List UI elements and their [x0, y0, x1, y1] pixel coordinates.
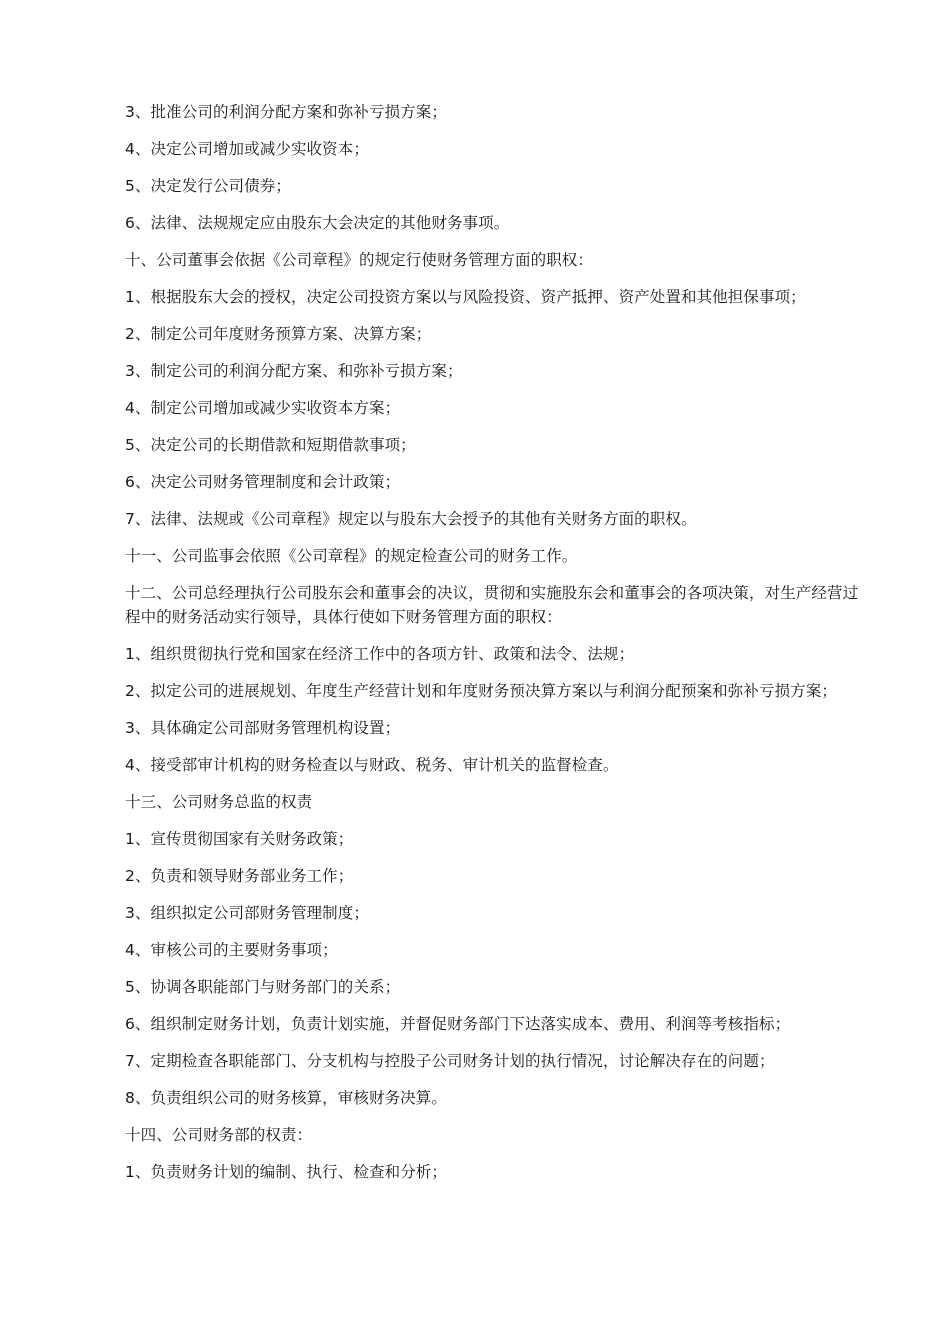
paragraph: 1、宣传贯彻国家有关财务政策； — [125, 830, 354, 848]
paragraph: 2、制定公司年度财务预算方案、决算方案； — [125, 325, 432, 343]
paragraph: 3、具体确定公司部财务管理机构设置； — [125, 719, 401, 737]
paragraph: 3、批准公司的利润分配方案和弥补亏损方案； — [125, 103, 447, 121]
paragraph: 5、协调各职能部门与财务部门的关系； — [125, 978, 401, 996]
paragraph: 8、负责组织公司的财务核算，审核财务决算。 — [125, 1089, 447, 1107]
paragraph: 4、审核公司的主要财务事项； — [125, 941, 338, 959]
paragraph: 6、法律、法规规定应由股东大会决定的其他财务事项。 — [125, 214, 510, 232]
paragraph: 4、接受部审计机构的财务检查以与财政、税务、审计机关的监督检查。 — [125, 756, 619, 774]
paragraph: 7、定期检查各职能部门、分支机构与控股子公司财务计划的执行情况，讨论解决存在的问题； — [125, 1052, 775, 1070]
paragraph: 2、负责和领导财务部业务工作； — [125, 867, 354, 885]
section-heading: 十二、公司总经理执行公司股东会和董事会的决议，贯彻和实施股东会和董事会的各项决策，对生产经营过程中的财务活动实行领导，具体行使如下财务管理方面的职权： — [125, 584, 859, 626]
paragraph: 7、法律、法规或《公司章程》规定以与股东大会授予的其他有关财务方面的职权。 — [125, 510, 697, 528]
paragraph: 4、制定公司增加或减少实收资本方案； — [125, 399, 401, 417]
section-heading: 十三、公司财务总监的权责 — [125, 793, 313, 811]
section-heading: 十、公司董事会依据《公司章程》的规定行使财务管理方面的职权： — [125, 251, 594, 269]
paragraph: 1、负责财务计划的编制、执行、检查和分析； — [125, 1163, 447, 1181]
paragraph: 6、决定公司财务管理制度和会计政策； — [125, 473, 401, 491]
paragraph: 5、决定发行公司债券； — [125, 177, 291, 195]
paragraph: 6、组织制定财务计划，负责计划实施，并督促财务部门下达落实成本、费用、利润等考核指标； — [125, 1015, 791, 1033]
paragraph: 2、拟定公司的进展规划、年度生产经营计划和年度财务预决算方案以与利润分配预案和弥补亏损方案； — [125, 682, 837, 700]
paragraph: 1、组织贯彻执行党和国家在经济工作中的各项方针、政策和法令、法规； — [125, 645, 635, 663]
paragraph: 4、决定公司增加或减少实收资本； — [125, 140, 369, 158]
section-heading: 十一、公司监事会依照《公司章程》的规定检查公司的财务工作。 — [125, 547, 578, 565]
paragraph: 5、决定公司的长期借款和短期借款事项； — [125, 436, 416, 454]
paragraph: 1、根据股东大会的授权，决定公司投资方案以与风险投资、资产抵押、资产处置和其他担保事项； — [125, 288, 806, 306]
paragraph: 3、制定公司的利润分配方案、和弥补亏损方案； — [125, 362, 463, 380]
section-heading: 十四、公司财务部的权责： — [125, 1126, 313, 1144]
paragraph: 3、组织拟定公司部财务管理制度； — [125, 904, 369, 922]
document-body — [125, 100, 863, 1197]
